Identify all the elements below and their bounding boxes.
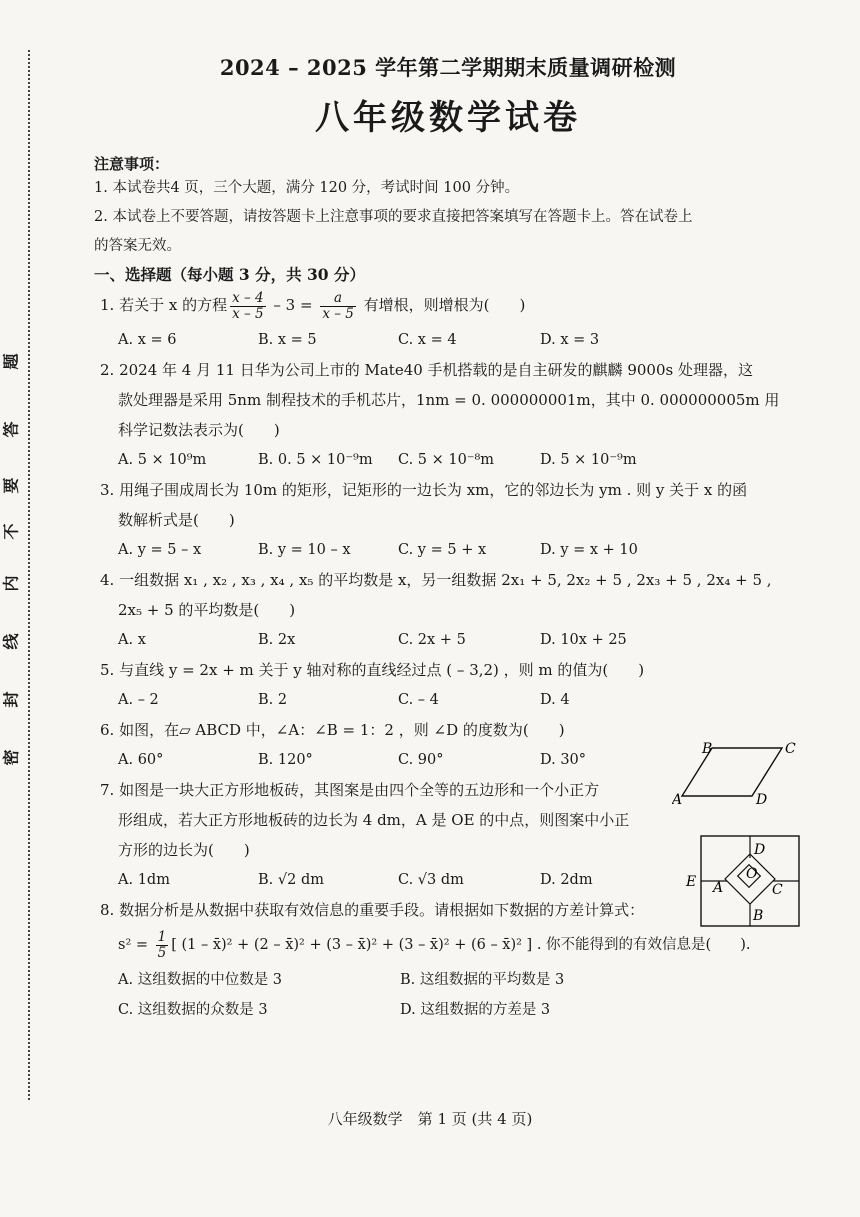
q4-options (96, 625, 810, 655)
page-title: 八年级数学试卷 (315, 98, 581, 138)
parallelogram-figure (672, 738, 812, 808)
option-c: C. x = 4 (398, 332, 457, 348)
binding-char: 封 (1, 691, 21, 708)
point-label: B (753, 908, 764, 924)
q1-text-pre: 1. 若关于 x 的方程 (100, 296, 228, 314)
notice-title: 注意事项： (94, 155, 170, 173)
option-b: B. 2 (258, 692, 288, 708)
option-a: A. x = 6 (118, 332, 177, 348)
q1-options (96, 325, 810, 355)
vertex-label: B (702, 741, 713, 757)
notice-item: 1. 本试卷共4 页，三个大题，满分 120 分，考试时间 100 分钟。 (94, 180, 520, 196)
question-3-line: 数解析式是( ) (118, 511, 235, 529)
question-2-line: 科学记数法表示为( ) (118, 421, 280, 439)
point-label: A (713, 880, 724, 896)
q2-options (96, 445, 810, 475)
point-label: O (746, 866, 758, 882)
question-7-line: 方形的边长为( ) (118, 841, 250, 859)
question-7-line: 7. 如图是一块大正方形地板砖，其图案是由四个全等的五边形和一个小正方 (100, 781, 600, 799)
option-b: B. 0. 5 × 10⁻⁹m (258, 452, 373, 468)
option-d: D. x = 3 (540, 332, 600, 348)
option-b: B. 2x (258, 632, 296, 648)
option-a: A. 5 × 10⁹m (118, 452, 207, 468)
option-a: A. 1dm (118, 872, 170, 888)
page-footer: 八年级数学 第 1 页 (共 4 页) (327, 1110, 533, 1128)
vertex-label: A (672, 792, 683, 808)
option-b: B. x = 5 (258, 332, 317, 348)
binding-char: 线 (1, 633, 21, 650)
option-d: D. 4 (540, 692, 570, 708)
option-b: B. 这组数据的平均数是 3 (400, 972, 565, 988)
point-label: C (772, 882, 783, 898)
option-d: D. 30° (540, 752, 587, 768)
option-c: C. 5 × 10⁻⁸m (398, 452, 495, 468)
question-3-line: 3. 用绳子围成周长为 10m 的矩形，记矩形的一边长为 xm，它的邻边长为 ym . 则 y 关于 x 的函 (100, 481, 748, 499)
point-label: D (754, 842, 766, 858)
option-d: D. 这组数据的方差是 3 (400, 1002, 551, 1018)
vertex-label: D (756, 792, 768, 808)
option-c: C. 90° (398, 752, 444, 768)
q8-fraction: $\frac{1}{5}$ (157, 928, 167, 961)
option-a: A. y = 5 – x (118, 542, 202, 558)
option-d: D. y = x + 10 (540, 542, 638, 558)
binding-char: 密 (1, 749, 21, 766)
option-b: B. √2 dm (258, 872, 324, 888)
question-2-line: 款处理器是采用 5nm 制程技术的手机芯片，1nm = 0. 000000001m，其中 0. 000000005m 用 (118, 391, 780, 409)
binding-char: 题 (1, 353, 21, 370)
question-2-line: 2. 2024 年 4 月 11 日华为公司上市的 Mate40 手机搭载的是自主研发的麒麟 9000s 处理器，这 (100, 361, 753, 379)
exam-term-line: 2024 – 2025 学年第二学期期末质量调研检测 (219, 55, 677, 80)
q1-text-post: 有增根，则增根为( ) (358, 296, 526, 314)
question-5-line: 5. 与直线 y = 2x + m 关于 y 轴对称的直线经过点 ( – 3,2) ，则 m 的值为( ) (100, 661, 645, 679)
notice-item: 2. 本试卷上不要答题，请按答题卡上注意事项的要求直接把答案填写在答题卡上。答在试卷上 (94, 209, 693, 225)
q5-options (96, 685, 810, 715)
binding-char: 不 (1, 523, 21, 540)
option-c: C. y = 5 + x (398, 542, 487, 558)
binding-margin (0, 0, 40, 1217)
option-d: D. 2dm (540, 872, 593, 888)
floor-tile-figure (683, 832, 803, 932)
notice-item: 的答案无效。 (94, 238, 181, 254)
vertex-label: C (785, 741, 796, 757)
binding-char: 答 (1, 421, 21, 438)
option-c: C. 2x + 5 (398, 632, 466, 648)
option-d: D. 5 × 10⁻⁹m (540, 452, 637, 468)
option-c: C. 这组数据的众数是 3 (118, 1002, 268, 1018)
q1-text-mid: – 3 = (268, 296, 318, 314)
option-a: A. 这组数据的中位数是 3 (118, 972, 283, 988)
q3-options (96, 535, 810, 565)
question-4-line: 4. 一组数据 x₁ , x₂ , x₃ , x₄ , x₅ 的平均数是 x，另一组数据 2x₁ + 5, 2x₂ + 5 , 2x₃ + 5 , 2x₄ + 5 , (100, 571, 772, 589)
option-c: C. √3 dm (398, 872, 464, 888)
section-heading: 一、选择题（每小题 3 分，共 30 分） (94, 265, 365, 284)
binding-dotted-line (28, 50, 30, 1100)
q8-variance-formula: s² = $\frac{1}{5}$ [ (1 – x̄)² + (2 – x̄)² + (3 – x̄)² + (3 – x̄)² + (6 – x̄)² ] . 你不能得到的有效信息是( ). (118, 928, 751, 961)
question-8-line: 8. 数据分析是从数据中获取有效信息的重要手段。请根据如下数据的方差计算式： (100, 901, 645, 919)
q1-fraction-left: $\frac{x - 4}{x - 5}$ (232, 289, 264, 322)
option-b: B. 120° (258, 752, 313, 768)
option-d: D. 10x + 25 (540, 632, 627, 648)
binding-char: 内 (1, 575, 21, 592)
option-c: C. – 4 (398, 692, 439, 708)
option-a: A. – 2 (118, 692, 159, 708)
point-label: E (686, 874, 697, 890)
parallelogram-shape (682, 748, 782, 796)
option-b: B. y = 10 – x (258, 542, 351, 558)
question-4-line: 2x₅ + 5 的平均数是( ) (118, 601, 296, 619)
question-6-line: 6. 如图，在▱ ABCD 中，∠A：∠B = 1：2 ，则 ∠D 的度数为( ) (100, 721, 565, 739)
question-7-line: 形组成，若大正方形地板砖的边长为 4 dm，A 是 OE 的中点，则图案中小正 (118, 811, 630, 829)
q8-options (96, 995, 810, 1025)
question-1 (96, 285, 810, 325)
binding-char: 要 (1, 477, 21, 494)
q8-options (96, 965, 810, 995)
option-a: A. x (118, 632, 146, 648)
q1-fraction-right: $\frac{a}{x - 5}$ (322, 289, 354, 322)
option-a: A. 60° (118, 752, 164, 768)
